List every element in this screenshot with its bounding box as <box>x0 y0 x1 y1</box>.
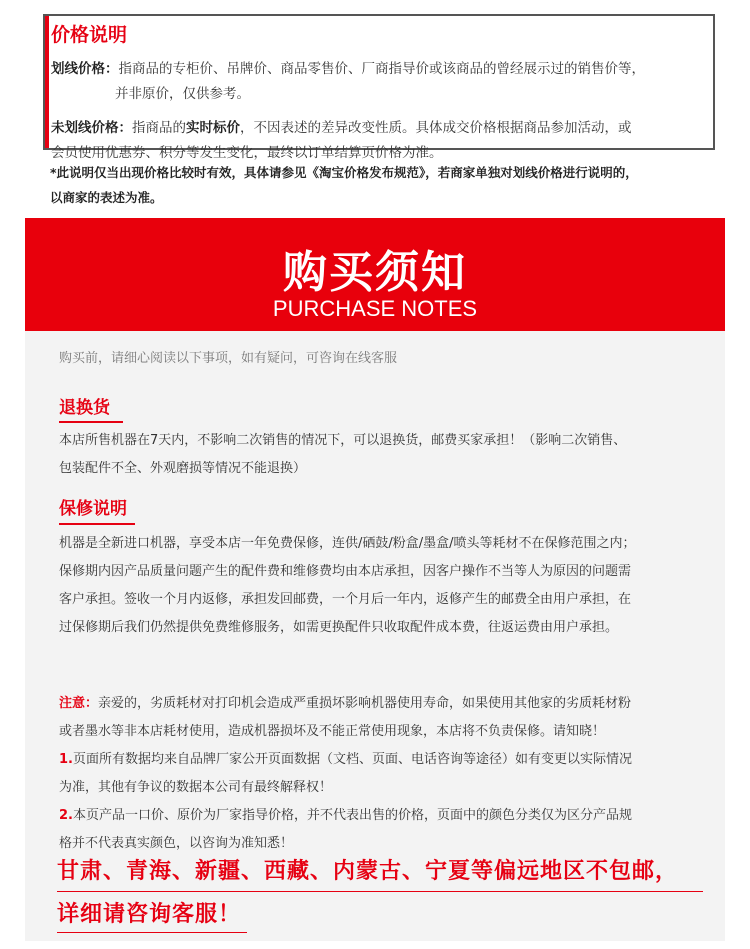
nostrike-price-post: ，不因表述的差异改变性质。具体成交价格根据商品参加活动，或 <box>240 120 632 136</box>
purchase-notes-banner <box>25 218 725 331</box>
attention-section <box>59 690 704 858</box>
notes-intro: 购买前，请细心阅读以下事项，如有疑问，可咨询在线客服 <box>59 351 398 366</box>
strike-price-text-2: 并非原价，仅供参考。 <box>115 86 250 102</box>
return-section-title: 退换货 <box>59 398 110 418</box>
remote-notice-underline-2 <box>57 932 247 933</box>
return-section-text <box>59 427 704 483</box>
attention-text-1: 亲爱的，劣质耗材对打印机会造成严重损坏影响机器使用寿命，如果使用其他家的劣质耗材粉 <box>98 696 632 711</box>
strike-price-row-2 <box>115 82 250 107</box>
return-title-underline <box>59 421 123 423</box>
warranty-line-4: 过保修期后我们仍然提供免费维修服务，如需更换配件只收取配件成本费，往返运费由用户承担。 <box>59 620 619 635</box>
attention-item-1-number: 1. <box>59 752 73 767</box>
warranty-line-1: 机器是全新进口机器，享受本店一年免费保修，连供/硒鼓/粉盒/墨盒/喷头等耗材不在保修范围之内； <box>59 536 636 551</box>
price-disclaimer <box>50 160 720 210</box>
attention-item-2-text: 本页产品一口价、原价为厂家指导价格，并不代表出售的价格，页面中的颜色分类仅为区分产品规 <box>72 808 632 823</box>
nostrike-price-label: 未划线价格： <box>51 120 132 136</box>
attention-item-2-line-2: 格并不代表真实颜色，以咨询为准知悉！ <box>59 836 294 851</box>
warranty-title-underline <box>59 523 135 525</box>
purchase-notes-panel <box>25 331 725 941</box>
banner-subtitle: PURCHASE NOTES <box>272 296 478 321</box>
price-notice-box <box>43 14 715 161</box>
attention-line-1 <box>59 690 704 718</box>
warranty-line-2: 保修期内因产品质量问题产生的配件费和维修费均由本店承担，因客户操作不当等人为原因的问题需 <box>59 564 632 579</box>
banner-title: 购买须知 <box>283 247 467 298</box>
disclaimer-line-2: 以商家的表述为准。 <box>50 190 163 205</box>
strike-price-text: 指商品的专柜价、吊牌价、商品零售价、厂商指导价或该商品的曾经展示过的销售价等， <box>118 61 645 77</box>
nostrike-price-emphasis: 实时标价 <box>186 120 240 136</box>
return-line-1: 本店所售机器在7天内，不影响二次销售的情况下，可以退换货，邮费买家承担！（影响二次销售、 <box>59 433 627 448</box>
return-line-2: 包装配件不全、外观磨损等情况不能退换） <box>59 461 307 476</box>
attention-item-1-line-2: 为准，其他有争议的数据本公司有最终解释权！ <box>59 780 333 795</box>
attention-item-1 <box>59 746 704 774</box>
warranty-section-text <box>59 530 704 642</box>
disclaimer-line-1: *此说明仅当出现价格比较时有效，具体请参见《淘宝价格发布规范》，若商家单独对划线价格进行说明的， <box>50 165 638 180</box>
warranty-line-3: 客户承担。签收一个月内返修，承担发回邮费，一个月后一年内，返修产生的邮费全由用户承担，在 <box>59 592 632 607</box>
warranty-section-title: 保修说明 <box>59 499 127 519</box>
nostrike-price-pre: 指商品的 <box>132 120 186 136</box>
remote-notice-underline-1 <box>57 891 703 892</box>
attention-item-2-number: 2. <box>59 808 73 823</box>
nostrike-price-row <box>51 116 632 141</box>
attention-line-2: 或者墨水等非本店耗材使用，造成机器损坏及不能正常使用现象，本店将不负责保修。请知晓！ <box>59 724 606 739</box>
strike-price-row <box>51 57 645 82</box>
attention-item-2 <box>59 802 704 830</box>
remote-consult-notice: 详细请咨询客服！ <box>57 902 242 927</box>
remote-region-notice: 甘肃、青海、新疆、西藏、内蒙古、宁夏等偏远地区不包邮， <box>57 859 679 884</box>
nostrike-price-text-2: 会员使用优惠券、积分等发生变化，最终以订单结算页价格为准。 <box>51 145 443 161</box>
price-notice-title: 价格说明 <box>51 24 128 46</box>
attention-label: 注意： <box>59 696 99 711</box>
price-notice-accent-bar <box>45 16 49 148</box>
attention-item-1-text: 页面所有数据均来自品牌厂家公开页面数据（文档、页面、电话咨询等途径）如有变更以实际情况 <box>72 752 632 767</box>
strike-price-label: 划线价格： <box>51 61 119 77</box>
